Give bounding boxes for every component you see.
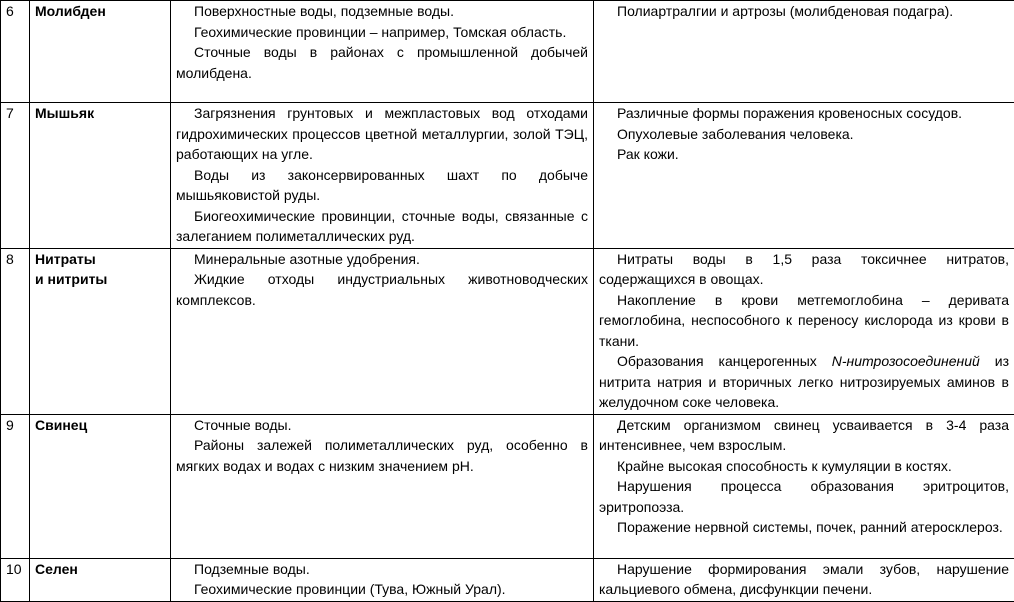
row-number: 7	[1, 103, 30, 249]
effect-item: Накопление в крови метгемоглобина – деривата гемоглобина, неспособного к переносу кислорода из крови в ткани.	[599, 290, 1009, 352]
effects-cell	[594, 1, 1014, 103]
element-name	[30, 248, 171, 414]
element-name-line: и нитриты	[35, 269, 165, 290]
effect-item: Рак кожи.	[599, 144, 1009, 165]
table-row	[1, 1, 1014, 103]
source-item: Подземные воды.	[176, 559, 588, 580]
element-name-line: Селен	[35, 559, 165, 580]
sources-cell	[171, 248, 594, 414]
effect-item: Нарушения процесса образования эритроцитов, эритропоэза.	[599, 476, 1009, 517]
effect-item: Нарушение формирования эмали зубов, нарушение кальциевого обмена, дисфункции печени.	[599, 559, 1009, 600]
table-row	[1, 103, 1014, 249]
element-name	[30, 558, 171, 601]
table-row	[1, 558, 1014, 601]
sources-cell	[171, 1, 594, 103]
effect-item: Полиартралгии и артрозы (молибденовая подагра).	[599, 1, 1009, 22]
source-item: Сточные воды в районах с промышленной добычей молибдена.	[176, 42, 588, 83]
row-number: 6	[1, 1, 30, 103]
sources-cell	[171, 558, 594, 601]
sources-cell	[171, 414, 594, 558]
source-item: Районы залежей полиметаллических руд, особенно в мягких водах и водах с низким значением pH.	[176, 435, 588, 476]
effect-text: Образования канцерогенных	[617, 353, 832, 369]
element-name-line: Нитраты	[35, 249, 165, 270]
source-item: Геохимические провинции – например, Томская область.	[176, 22, 588, 43]
effects-cell	[594, 248, 1014, 414]
table-row	[1, 248, 1014, 414]
effect-text-italic: N-нитрозосоединений	[832, 353, 980, 369]
effect-item: Опухолевые заболевания человека.	[599, 124, 1009, 145]
effect-item: Различные формы поражения кровеносных сосудов.	[599, 103, 1009, 124]
effect-item: Детским организмом свинец усваивается в 3-4 раза интенсивнее, чем взрослым.	[599, 415, 1009, 456]
source-item: Загрязнения грунтовых и межпластовых вод отходами гидрохимических процессов цветной металлургии, золой ТЭЦ, работающих на угле.	[176, 103, 588, 165]
effect-item: Поражение нервной системы, почек, ранний атеросклероз.	[599, 517, 1009, 538]
table-row	[1, 414, 1014, 558]
effects-cell	[594, 414, 1014, 558]
effect-text: из нитрита натрия и вторичных легко нитрозируемых аминов в желудочном соке человека.	[599, 353, 1009, 410]
element-name-line: Свинец	[35, 415, 165, 436]
effect-item	[599, 351, 1009, 413]
effect-item: Крайне высокая способность к кумуляции в костях.	[599, 456, 1009, 477]
effects-cell	[594, 103, 1014, 249]
element-name	[30, 414, 171, 558]
row-number: 9	[1, 414, 30, 558]
row-number: 8	[1, 248, 30, 414]
element-name-line: Мышьяк	[35, 103, 165, 124]
element-name-line: Молибден	[35, 1, 165, 22]
effects-cell	[594, 558, 1014, 601]
source-item: Воды из законсервированных шахт по добыче мышьяковистой руды.	[176, 165, 588, 206]
source-item: Поверхностные воды, подземные воды.	[176, 1, 588, 22]
source-item: Геохимические провинции (Тува, Южный Урал).	[176, 579, 588, 600]
row-number: 10	[1, 558, 30, 601]
source-item: Сточные воды.	[176, 415, 588, 436]
source-item: Минеральные азотные удобрения.	[176, 249, 588, 270]
effect-item: Нитраты воды в 1,5 раза токсичнее нитратов, содержащихся в овощах.	[599, 249, 1009, 290]
element-name	[30, 103, 171, 249]
sources-cell	[171, 103, 594, 249]
source-item: Жидкие отходы индустриальных животноводческих комплексов.	[176, 269, 588, 310]
source-item: Биогеохимические провинции, сточные воды, связанные с залеганием полиметаллических руд.	[176, 206, 588, 247]
element-name	[30, 1, 171, 103]
